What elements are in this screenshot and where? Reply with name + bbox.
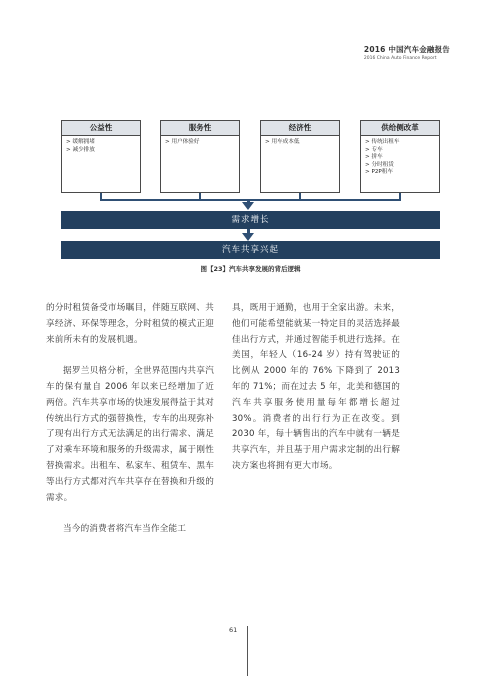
figure-caption: 图【23】汽车共享发展的背后逻辑	[200, 265, 301, 273]
category-item: > 用户体验好	[165, 139, 235, 147]
category-box-service	[160, 120, 240, 193]
down-arrow-icon	[242, 233, 254, 241]
category-item: > 专车	[365, 147, 435, 155]
logic-diagram	[61, 120, 440, 280]
car-sharing-rise-bar: 汽车共享兴起	[61, 241, 440, 259]
category-item: > 减少排放	[66, 147, 136, 155]
connector-line	[100, 199, 401, 201]
paragraph: 据罗兰贝格分析，全世界范围内共享汽车的保有量自 2006 年以来已经增加了近两倍。汽车共享市场的快速发展得益于其对传统出行方式的强替换性，专车的出现弥补了现有出行方式无法满足的出行需求、满足了对乘车环境和服务的升级需求，属于刚性替换需求。出租车、私家车、租赁车、黑车等出行方式都对汽车共享存在替换和升级的需求。	[46, 366, 214, 503]
category-item: > P2P租车	[365, 169, 435, 177]
page-divider	[247, 626, 248, 676]
category-item: > 缓解拥堵	[66, 139, 136, 147]
paragraph: 具，既用于通勤，也用于全家出游。未来，他们可能希望能就某一特定目的灵活选择最佳出行方式，并通过智能手机进行选择。在美国，年轻人（16-24 岁）持有驾驶证的比例从 2000 年的 76% 下降到了 2013 年的 71%；而在过去 5 年，北美和德国的汽车共享服务使用量每年都增长超过 30%。消费者的出行行为正在改变。到 2030 年，每十辆售出的汽车中就有一辆是共享汽车，并且基于用户需求定制的出行解决方案也将拥有更大市场。	[232, 303, 400, 471]
category-title: 服务性	[161, 121, 239, 136]
paragraph: 的分时租赁备受市场瞩目，伴随互联网、共享经济、环保等理念，分时租赁的模式正迎来前所未有的发展机遇。	[46, 303, 214, 345]
report-subtitle: 2016 China Auto Finance Report	[363, 56, 437, 61]
category-box-economy	[260, 120, 340, 193]
report-header	[364, 44, 450, 61]
demand-growth-bar: 需求增长	[61, 211, 440, 229]
category-item: > 分时租赁	[365, 162, 435, 170]
category-item: > 拼车	[365, 154, 435, 162]
category-box-supply-reform	[360, 120, 440, 193]
category-item: > 用车成本低	[265, 139, 335, 147]
category-title: 供给侧改革	[361, 121, 439, 136]
category-item: > 传统出租车	[365, 139, 435, 147]
category-title: 公益性	[62, 121, 140, 136]
left-text-column	[46, 301, 214, 554]
category-box-public-welfare	[61, 120, 141, 193]
down-arrow-icon	[242, 202, 254, 210]
right-text-column	[232, 301, 400, 491]
category-title: 经济性	[261, 121, 339, 136]
report-title: 2016 中国汽车金融报告	[363, 45, 450, 54]
page-number: 61	[229, 626, 238, 634]
paragraph: 当今的消费者将汽车当作全能工	[63, 524, 187, 535]
